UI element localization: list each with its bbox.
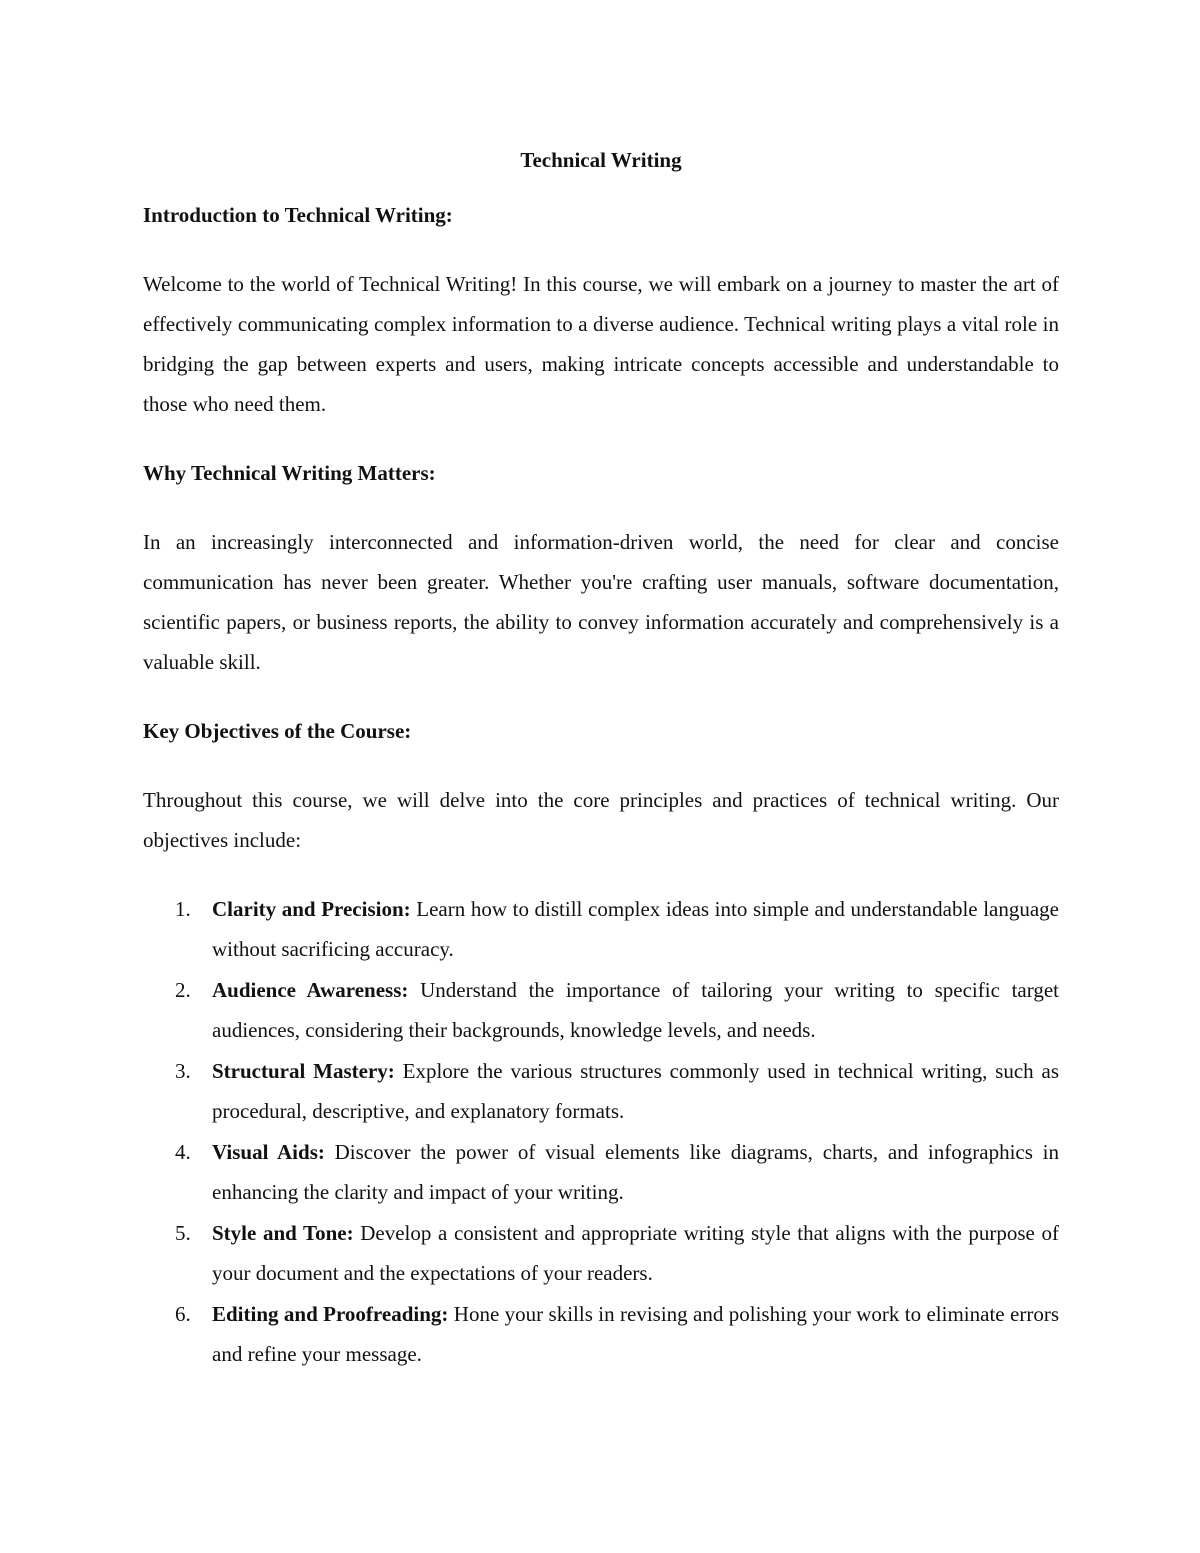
list-item-number: 1. — [175, 897, 191, 921]
section-heading-introduction: Introduction to Technical Writing: — [143, 203, 453, 227]
document-page — [143, 140, 1059, 1375]
list-item-term: Style and Tone: — [212, 1221, 354, 1245]
section-heading-key-objectives: Key Objectives of the Course: — [143, 719, 412, 743]
list-item-term: Structural Mastery: — [212, 1059, 395, 1083]
list-item-number: 6. — [175, 1302, 191, 1326]
objectives-list — [143, 889, 1059, 1374]
list-item-number: 4. — [175, 1140, 191, 1164]
list-item — [143, 1051, 1059, 1131]
list-item-text: Understand the importance of tailoring your writing to specific target audiences, considering their backgrounds, knowledge levels, and needs. — [212, 978, 1060, 1042]
document-title: Technical Writing — [520, 148, 682, 172]
list-item-term: Visual Aids: — [212, 1140, 325, 1164]
list-item-number: 3. — [175, 1059, 191, 1083]
list-item-term: Audience Awareness: — [212, 978, 409, 1002]
section-paragraph-introduction: Welcome to the world of Technical Writing! In this course, we will embark on a journey to master the art of effectively communicating complex information to a diverse audience. Technical writing plays a vital role in bridging the gap between experts and users, making intricate concepts accessible and understandable to those who need them. — [143, 272, 1059, 416]
list-item-text: Develop a consistent and appropriate writing style that aligns with the purpose of your document and the expectations of your readers. — [212, 1221, 1059, 1285]
list-item-term: Clarity and Precision: — [212, 897, 411, 921]
list-item — [143, 1213, 1059, 1293]
section-paragraph-why-matters: In an increasingly interconnected and information-driven world, the need for clear and concise communication has never been greater. Whether you're crafting user manuals, software documentation, scientific papers, or business reports, the ability to convey information accurately and comprehensively is a valuable skill. — [143, 530, 1059, 674]
list-item — [143, 970, 1059, 1050]
section-paragraph-key-objectives: Throughout this course, we will delve into the core principles and practices of technical writing. Our objectives include: — [143, 788, 1059, 852]
list-item — [143, 1132, 1059, 1212]
list-item-text: Hone your skills in revising and polishing your work to eliminate errors and refine your message. — [212, 1302, 1059, 1366]
list-item — [143, 889, 1059, 969]
list-item-number: 5. — [175, 1221, 191, 1245]
list-item-text: Learn how to distill complex ideas into simple and understandable language without sacrificing accuracy. — [212, 897, 1059, 961]
list-item — [143, 1294, 1059, 1374]
list-item-text: Explore the various structures commonly used in technical writing, such as procedural, descriptive, and explanatory formats. — [212, 1059, 1059, 1123]
list-item-term: Editing and Proofreading: — [212, 1302, 449, 1326]
list-item-number: 2. — [175, 978, 191, 1002]
section-heading-why-matters: Why Technical Writing Matters: — [143, 461, 436, 485]
list-item-text: Discover the power of visual elements like diagrams, charts, and infographics in enhancing the clarity and impact of your writing. — [212, 1140, 1059, 1204]
